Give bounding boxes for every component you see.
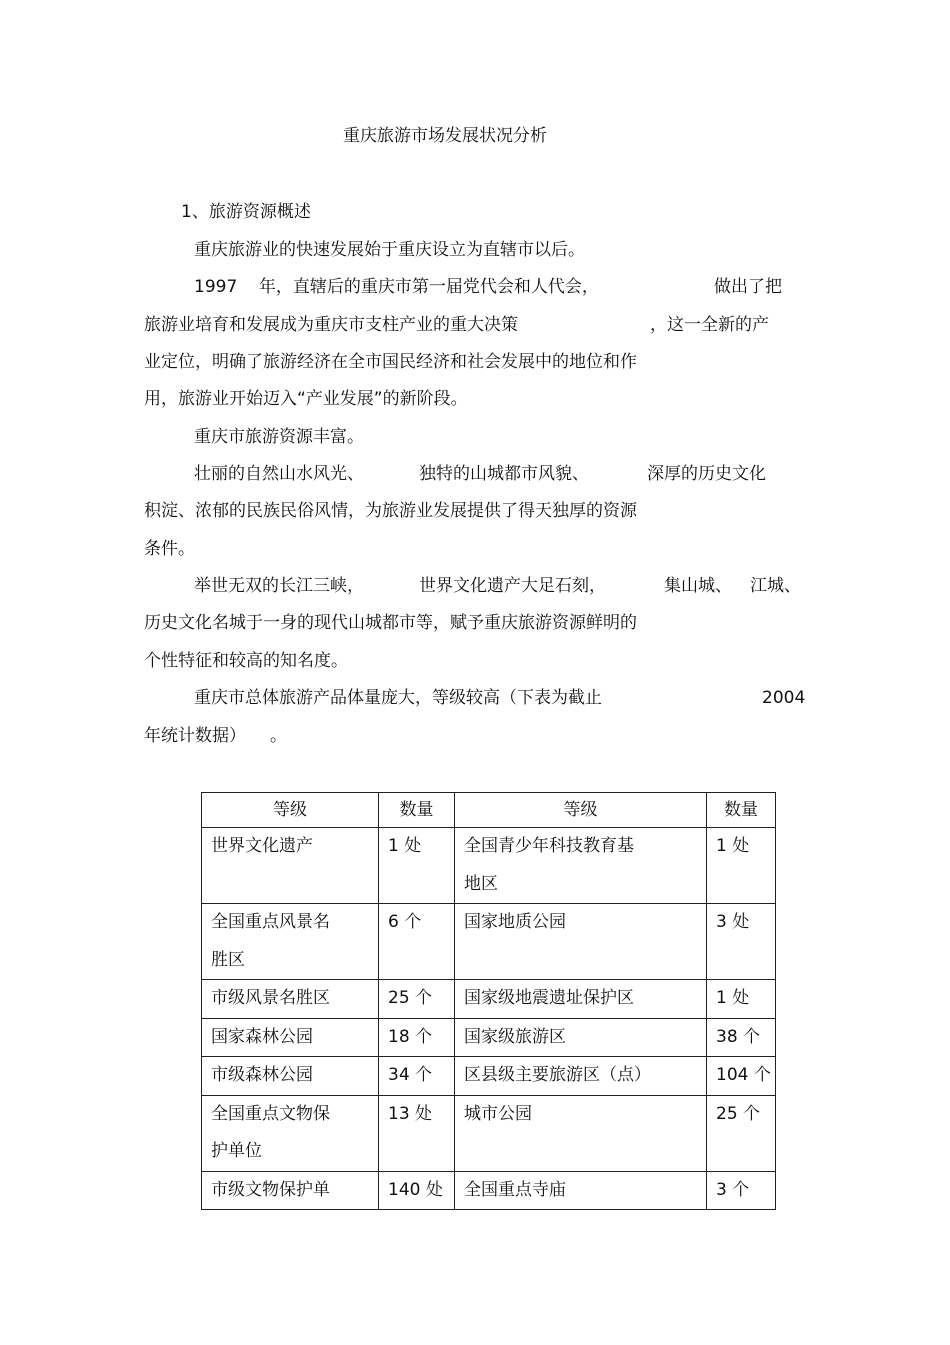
header-level: 等级 — [202, 793, 379, 828]
paragraph-line: 年统计数据） — [144, 726, 246, 746]
table-row — [202, 1095, 776, 1171]
table-cell: 13 处 — [379, 1095, 455, 1171]
table-cell: 全国重点寺庙 — [455, 1171, 707, 1210]
paragraph-line: 业定位，明确了旅游经济在全市国民经济和社会发展中的地位和作 — [144, 352, 637, 372]
paragraph-line: 重庆市旅游资源丰富。 — [194, 427, 364, 447]
paragraph-line: 。 — [270, 726, 287, 746]
header-level: 等级 — [455, 793, 707, 828]
table-cell: 国家级旅游区 — [455, 1018, 707, 1057]
table-cell: 3 个 — [707, 1171, 776, 1210]
table-cell: 3 处 — [707, 904, 776, 980]
table-cell: 市级文物保护单 — [202, 1171, 379, 1210]
paragraph-line: 2004 — [762, 688, 806, 708]
paragraph-line: 用，旅游业开始迈入“产业发展”的新阶段。 — [144, 389, 468, 409]
table-cell: 市级森林公园 — [202, 1057, 379, 1096]
paragraph-line: 1997 年，直辖后的重庆市第一届党代会和人代会， — [194, 277, 599, 297]
paragraph-line: 历史文化名城于一身的现代山城都市等，赋予重庆旅游资源鲜明的 — [144, 613, 637, 633]
paragraph-line: 壮丽的自然山水风光、 — [194, 464, 364, 484]
section-heading: 1、旅游资源概述 — [181, 202, 311, 222]
paragraph-line: 独特的山城都市风貌、 — [419, 464, 589, 484]
table-row — [202, 980, 776, 1019]
paragraph-line: 举世无双的长江三峡， — [194, 576, 364, 596]
paragraph-line: 集山城、 — [664, 576, 732, 596]
paragraph-line: 个性特征和较高的知名度。 — [144, 651, 348, 671]
paragraph-line: 条件。 — [144, 539, 195, 559]
paragraph-line: 积淀、浓郁的民族民俗风情，为旅游业发展提供了得天独厚的资源 — [144, 501, 637, 521]
table-row — [202, 904, 776, 980]
table-cell: 市级风景名胜区 — [202, 980, 379, 1019]
paragraph-line: 重庆旅游业的快速发展始于重庆设立为直辖市以后。 — [194, 240, 585, 260]
table-cell: 全国重点风景名 胜区 — [202, 904, 379, 980]
resource-table — [201, 792, 776, 1210]
paragraph-line: 世界文化遗产大足石刻， — [419, 576, 606, 596]
table-row — [202, 828, 776, 904]
paragraph-line: ，这一全新的产 — [650, 315, 769, 335]
table-cell: 世界文化遗产 — [202, 828, 379, 904]
table-header-row — [202, 793, 776, 828]
table-cell: 104 个 — [707, 1057, 776, 1096]
table-cell: 140 处 — [379, 1171, 455, 1210]
table-cell: 全国青少年科技教育基 地区 — [455, 828, 707, 904]
table-cell: 34 个 — [379, 1057, 455, 1096]
table-row — [202, 1018, 776, 1057]
table-cell: 1 处 — [379, 828, 455, 904]
paragraph-line: 江城、 — [750, 576, 801, 596]
header-count: 数量 — [707, 793, 776, 828]
table-cell: 国家地质公园 — [455, 904, 707, 980]
table-cell: 18 个 — [379, 1018, 455, 1057]
table-cell: 国家级地震遗址保护区 — [455, 980, 707, 1019]
table-cell: 38 个 — [707, 1018, 776, 1057]
table-cell: 25 个 — [379, 980, 455, 1019]
table-cell: 1 处 — [707, 980, 776, 1019]
document-title: 重庆旅游市场发展状况分析 — [343, 126, 547, 146]
paragraph-line: 深厚的历史文化 — [647, 464, 766, 484]
paragraph-line: 做出了把 — [714, 277, 782, 297]
header-count: 数量 — [379, 793, 455, 828]
table-cell: 6 个 — [379, 904, 455, 980]
table-cell: 国家森林公园 — [202, 1018, 379, 1057]
table-cell: 1 处 — [707, 828, 776, 904]
table-cell: 区县级主要旅游区（点） — [455, 1057, 707, 1096]
table-cell: 城市公园 — [455, 1095, 707, 1171]
table-cell: 全国重点文物保 护单位 — [202, 1095, 379, 1171]
table-row — [202, 1057, 776, 1096]
table-row — [202, 1171, 776, 1210]
table-cell: 25 个 — [707, 1095, 776, 1171]
paragraph-line: 旅游业培育和发展成为重庆市支柱产业的重大决策 — [144, 315, 518, 335]
paragraph-line: 重庆市总体旅游产品体量庞大，等级较高（下表为截止 — [194, 688, 602, 708]
